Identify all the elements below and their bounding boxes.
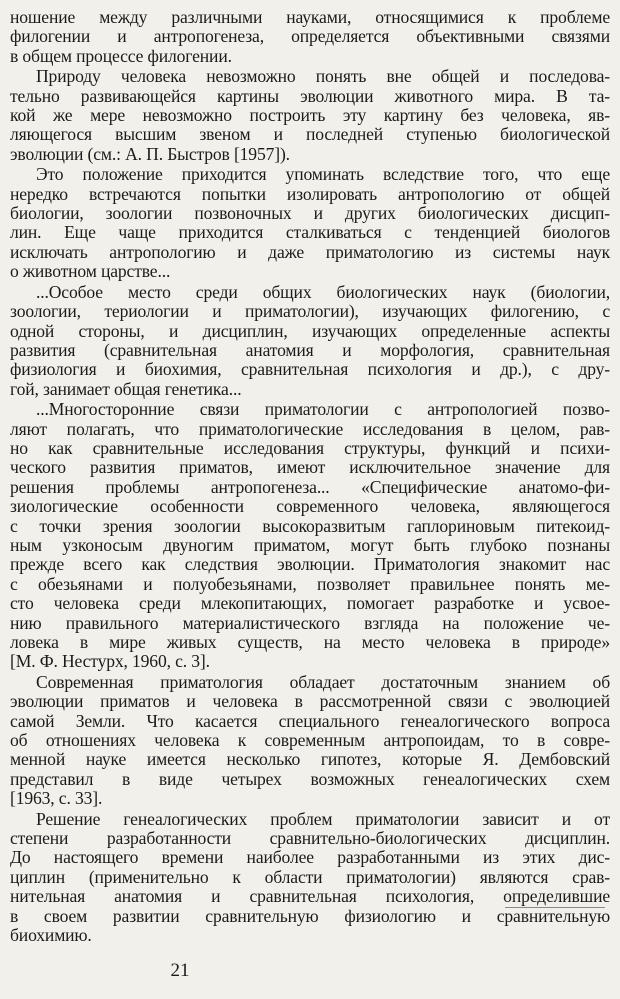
text-line: Природу человека невозможно понять вне общей и последова- [36, 66, 610, 87]
text-line: представил в виде четырех возможных генеалогических схем [10, 768, 610, 789]
text-line: ческого развития приматов, имеют исключительное значение для [10, 457, 610, 478]
text-line: зиологические особенности современного человека, являющегося [10, 496, 610, 517]
text-line: исключать антропологию и даже приматологию из системы наук [10, 241, 610, 262]
footer-rule [505, 907, 605, 908]
paragraph-5 [10, 400, 610, 672]
paragraph-6 [10, 673, 610, 809]
paragraph-3 [10, 165, 610, 281]
text-line: кой же мере невозможно построить эту картину без человека, яв- [10, 105, 610, 126]
page-number: 21 [170, 960, 190, 981]
text-line: ношение между различными науками, относящимися к проблеме [10, 7, 610, 27]
text-line: тельно развивающейся картины эволюции животного мира. В та- [10, 85, 610, 106]
text-line: зоологии, териологии и приматологии), изучающих филогению, с [10, 301, 610, 322]
text-line: самой Земли. Что касается специального генеалогического вопроса [10, 710, 610, 731]
text-line: но как сравнительные исследования структуры, функций и психи- [10, 437, 610, 458]
text-line: Это положение приходится упоминать вследствие того, что еще [36, 164, 610, 185]
text-line: физиология и биохимия, сравнительная психология и др.), с дру- [10, 359, 610, 380]
paragraph-2 [10, 67, 610, 164]
paragraph-7 [10, 810, 610, 946]
paragraph-4 [10, 283, 610, 399]
text-line: прежде всего как следствия эволюции. Приматология знакомит нас [10, 554, 610, 575]
text-line: ляют полагать, что приматологические исследования в целом, рав- [10, 418, 610, 439]
text-line: биологии, зоологии позвоночных и других биологических дисцип- [10, 203, 610, 224]
text-line: о животном царстве... [10, 261, 171, 282]
text-line: филогении и антропогенеза, определяется объективными связями [10, 26, 610, 47]
text-line: нередко встречаются попытки изолировать антропологию от общей [10, 183, 610, 204]
text-line: Решение генеалогических проблем приматологии зависит и от [36, 808, 610, 829]
text-line: с точки зрения зоологии высокоразвитым гаплориновым питекоид- [10, 515, 610, 536]
text-line: ным узконосым двуногим приматом, могут быть глубоко познаны [10, 534, 610, 555]
text-line: ляющегося высшим звеном и последней ступенью биологической [10, 124, 610, 145]
text-line: До настоящего времени наиболее разработанными из этих дис- [10, 847, 610, 868]
text-line: в своем развитии сравнительную физиологию и сравнительную [10, 905, 610, 926]
text-line: ...Особое место среди общих биологических наук (биологии, [36, 281, 610, 302]
text-line: нию правильного материалистического взгляда на положение че- [10, 612, 610, 633]
page-body [10, 8, 610, 946]
text-line: об отношениях человека к современным антропоидам, то в совре- [10, 730, 610, 751]
text-line: менной науке имеется несколько гипотез, которые Я. Дембовский [10, 749, 610, 770]
text-line: решения проблемы антропогенеза... «Специфические анатомо-фи- [10, 476, 610, 497]
text-line: степени разработанности сравнительно-биологических дисциплин. [10, 828, 610, 849]
text-line: эволюции (см.: А. П. Быстров [1957]). [10, 143, 290, 164]
text-line: ...Многосторонние связи приматологии с антропологией позво- [36, 399, 610, 420]
text-line: [1963, с. 33]. [10, 788, 103, 809]
text-line: биохимию. [10, 925, 92, 946]
text-line: Современная приматология обладает достаточным знанием об [36, 671, 610, 692]
text-line: гой, занимает общая генетика... [10, 378, 242, 399]
text-line: одной стороны, и дисциплин, изучающих определенные аспекты [10, 320, 610, 341]
text-line: лин. Еще чаще приходится сталкиваться с тенденцией биологов [10, 222, 610, 243]
text-line: сто человека среди млекопитающих, помогает разработке и усвое- [10, 593, 610, 614]
text-line: эволюции приматов и человека в рассмотренной связи с эволюцией [10, 691, 610, 712]
text-line: циплин (применительно к области приматологии) являются срав- [10, 866, 610, 887]
text-line: [М. Ф. Нестурх, 1960, с. 3]. [10, 651, 210, 672]
text-line: нительная анатомия и сравнительная психология, определившие [10, 886, 610, 907]
text-line: в общем процессе филогении. [10, 45, 232, 66]
paragraph-1 [10, 8, 610, 66]
text-line: с обезьянами и полуобезьянами, позволяет правильнее понять ме- [10, 573, 610, 594]
text-line: развития (сравнительная анатомия и морфология, сравнительная [10, 339, 610, 360]
text-line: ловека в мире живых существ, на место человека в природе» [10, 632, 610, 652]
